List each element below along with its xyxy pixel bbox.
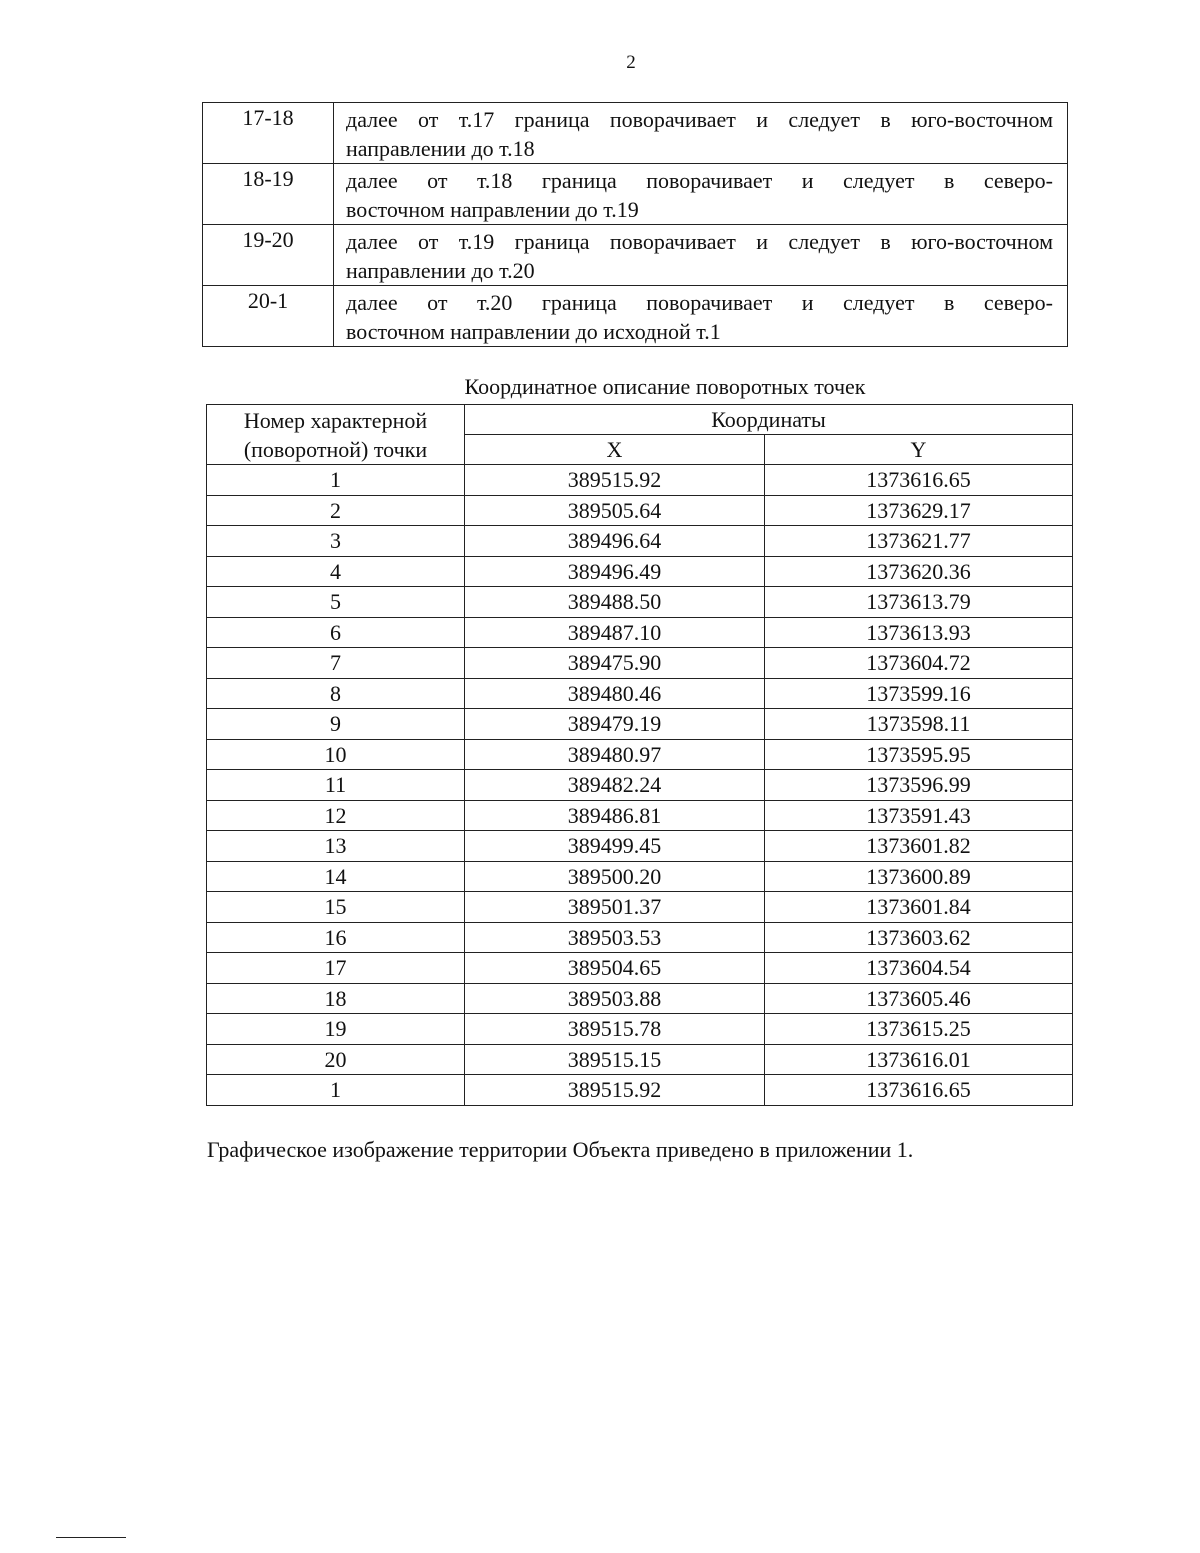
y-coordinate-cell: 1373591.43 xyxy=(765,800,1073,831)
coordinate-row xyxy=(207,831,1073,862)
point-number-cell: 3 xyxy=(207,526,465,557)
coordinate-row xyxy=(207,465,1073,496)
point-number-cell: 17 xyxy=(207,953,465,984)
coordinates-table-body xyxy=(207,465,1073,1106)
header-point-number: Номер характерной (поворотной) точки xyxy=(207,405,465,465)
boundary-description-line: далее от т.19 граница поворачивает и следует в юго-восточном xyxy=(346,229,1053,254)
boundary-segment: 17-18 xyxy=(203,103,334,164)
boundary-row xyxy=(203,103,1068,164)
coordinates-table xyxy=(206,404,1073,1106)
point-number-cell: 2 xyxy=(207,495,465,526)
x-coordinate-cell: 389505.64 xyxy=(465,495,765,526)
coordinate-row xyxy=(207,922,1073,953)
point-number-cell: 10 xyxy=(207,739,465,770)
x-coordinate-cell: 389500.20 xyxy=(465,861,765,892)
boundary-description xyxy=(334,225,1068,286)
x-coordinate-cell: 389503.88 xyxy=(465,983,765,1014)
y-coordinate-cell: 1373613.79 xyxy=(765,587,1073,618)
coordinate-row xyxy=(207,983,1073,1014)
y-coordinate-cell: 1373601.84 xyxy=(765,892,1073,923)
y-coordinate-cell: 1373616.65 xyxy=(765,1075,1073,1106)
point-number-cell: 13 xyxy=(207,831,465,862)
margin-line xyxy=(56,1537,126,1538)
boundary-description xyxy=(334,103,1068,164)
boundary-description-body xyxy=(203,103,1068,347)
coordinate-row xyxy=(207,678,1073,709)
footer-note: Графическое изображение территории Объекта приведено в приложении 1. xyxy=(207,1137,914,1162)
page-number: 2 xyxy=(626,52,636,73)
x-coordinate-cell: 389486.81 xyxy=(465,800,765,831)
y-coordinate-cell: 1373621.77 xyxy=(765,526,1073,557)
boundary-description-table xyxy=(202,102,1068,347)
coordinate-row xyxy=(207,556,1073,587)
y-coordinate-cell: 1373604.54 xyxy=(765,953,1073,984)
header-coordinates: Координаты xyxy=(465,405,1073,435)
boundary-row xyxy=(203,164,1068,225)
boundary-description-line: далее от т.18 граница поворачивает и следует в северо- xyxy=(346,168,1053,193)
coordinate-row xyxy=(207,617,1073,648)
x-coordinate-cell: 389480.97 xyxy=(465,739,765,770)
y-coordinate-cell: 1373615.25 xyxy=(765,1014,1073,1045)
coordinates-table-title: Координатное описание поворотных точек xyxy=(464,374,866,399)
coordinate-row xyxy=(207,953,1073,984)
coordinate-row xyxy=(207,892,1073,923)
x-coordinate-cell: 389515.15 xyxy=(465,1044,765,1075)
coordinate-row xyxy=(207,587,1073,618)
y-coordinate-cell: 1373600.89 xyxy=(765,861,1073,892)
coordinate-row xyxy=(207,495,1073,526)
x-coordinate-cell: 389504.65 xyxy=(465,953,765,984)
boundary-description-line: восточном направлении до исходной т.1 xyxy=(346,319,721,344)
point-number-cell: 6 xyxy=(207,617,465,648)
y-coordinate-cell: 1373616.65 xyxy=(765,465,1073,496)
point-number-cell: 9 xyxy=(207,709,465,740)
y-coordinate-cell: 1373613.93 xyxy=(765,617,1073,648)
point-number-cell: 18 xyxy=(207,983,465,1014)
boundary-segment: 19-20 xyxy=(203,225,334,286)
boundary-row xyxy=(203,286,1068,347)
point-number-cell: 1 xyxy=(207,465,465,496)
boundary-description-line: далее от т.17 граница поворачивает и следует в юго-восточном xyxy=(346,107,1053,132)
x-coordinate-cell: 389515.92 xyxy=(465,1075,765,1106)
point-number-cell: 4 xyxy=(207,556,465,587)
coordinates-table-header xyxy=(207,405,1073,465)
y-coordinate-cell: 1373603.62 xyxy=(765,922,1073,953)
y-coordinate-cell: 1373605.46 xyxy=(765,983,1073,1014)
point-number-cell: 5 xyxy=(207,587,465,618)
coordinate-row xyxy=(207,648,1073,679)
coordinate-row xyxy=(207,770,1073,801)
boundary-description-line: направлении до т.18 xyxy=(346,136,535,161)
point-number-cell: 1 xyxy=(207,1075,465,1106)
x-coordinate-cell: 389487.10 xyxy=(465,617,765,648)
boundary-row xyxy=(203,225,1068,286)
point-number-cell: 20 xyxy=(207,1044,465,1075)
boundary-description-line: восточном направлении до т.19 xyxy=(346,197,639,222)
point-number-cell: 8 xyxy=(207,678,465,709)
x-coordinate-cell: 389496.49 xyxy=(465,556,765,587)
header-x: X xyxy=(465,435,765,465)
point-number-cell: 11 xyxy=(207,770,465,801)
x-coordinate-cell: 389515.92 xyxy=(465,465,765,496)
boundary-description-line: далее от т.20 граница поворачивает и следует в северо- xyxy=(346,290,1053,315)
point-number-cell: 7 xyxy=(207,648,465,679)
y-coordinate-cell: 1373601.82 xyxy=(765,831,1073,862)
x-coordinate-cell: 389488.50 xyxy=(465,587,765,618)
boundary-description xyxy=(334,164,1068,225)
coordinate-row xyxy=(207,1075,1073,1106)
point-number-cell: 15 xyxy=(207,892,465,923)
x-coordinate-cell: 389501.37 xyxy=(465,892,765,923)
y-coordinate-cell: 1373598.11 xyxy=(765,709,1073,740)
y-coordinate-cell: 1373616.01 xyxy=(765,1044,1073,1075)
x-coordinate-cell: 389515.78 xyxy=(465,1014,765,1045)
x-coordinate-cell: 389496.64 xyxy=(465,526,765,557)
coordinate-row xyxy=(207,800,1073,831)
boundary-segment: 20-1 xyxy=(203,286,334,347)
coordinate-row xyxy=(207,709,1073,740)
x-coordinate-cell: 389475.90 xyxy=(465,648,765,679)
x-coordinate-cell: 389482.24 xyxy=(465,770,765,801)
y-coordinate-cell: 1373620.36 xyxy=(765,556,1073,587)
x-coordinate-cell: 389499.45 xyxy=(465,831,765,862)
y-coordinate-cell: 1373595.95 xyxy=(765,739,1073,770)
y-coordinate-cell: 1373599.16 xyxy=(765,678,1073,709)
y-coordinate-cell: 1373604.72 xyxy=(765,648,1073,679)
point-number-cell: 12 xyxy=(207,800,465,831)
header-y: Y xyxy=(765,435,1073,465)
point-number-cell: 16 xyxy=(207,922,465,953)
coordinate-row xyxy=(207,861,1073,892)
coordinate-row xyxy=(207,1044,1073,1075)
coordinate-row xyxy=(207,739,1073,770)
boundary-description-line: направлении до т.20 xyxy=(346,258,535,283)
point-number-cell: 14 xyxy=(207,861,465,892)
y-coordinate-cell: 1373596.99 xyxy=(765,770,1073,801)
coordinate-row xyxy=(207,526,1073,557)
x-coordinate-cell: 389480.46 xyxy=(465,678,765,709)
boundary-segment: 18-19 xyxy=(203,164,334,225)
x-coordinate-cell: 389503.53 xyxy=(465,922,765,953)
y-coordinate-cell: 1373629.17 xyxy=(765,495,1073,526)
boundary-description xyxy=(334,286,1068,347)
coordinate-row xyxy=(207,1014,1073,1045)
point-number-cell: 19 xyxy=(207,1014,465,1045)
x-coordinate-cell: 389479.19 xyxy=(465,709,765,740)
